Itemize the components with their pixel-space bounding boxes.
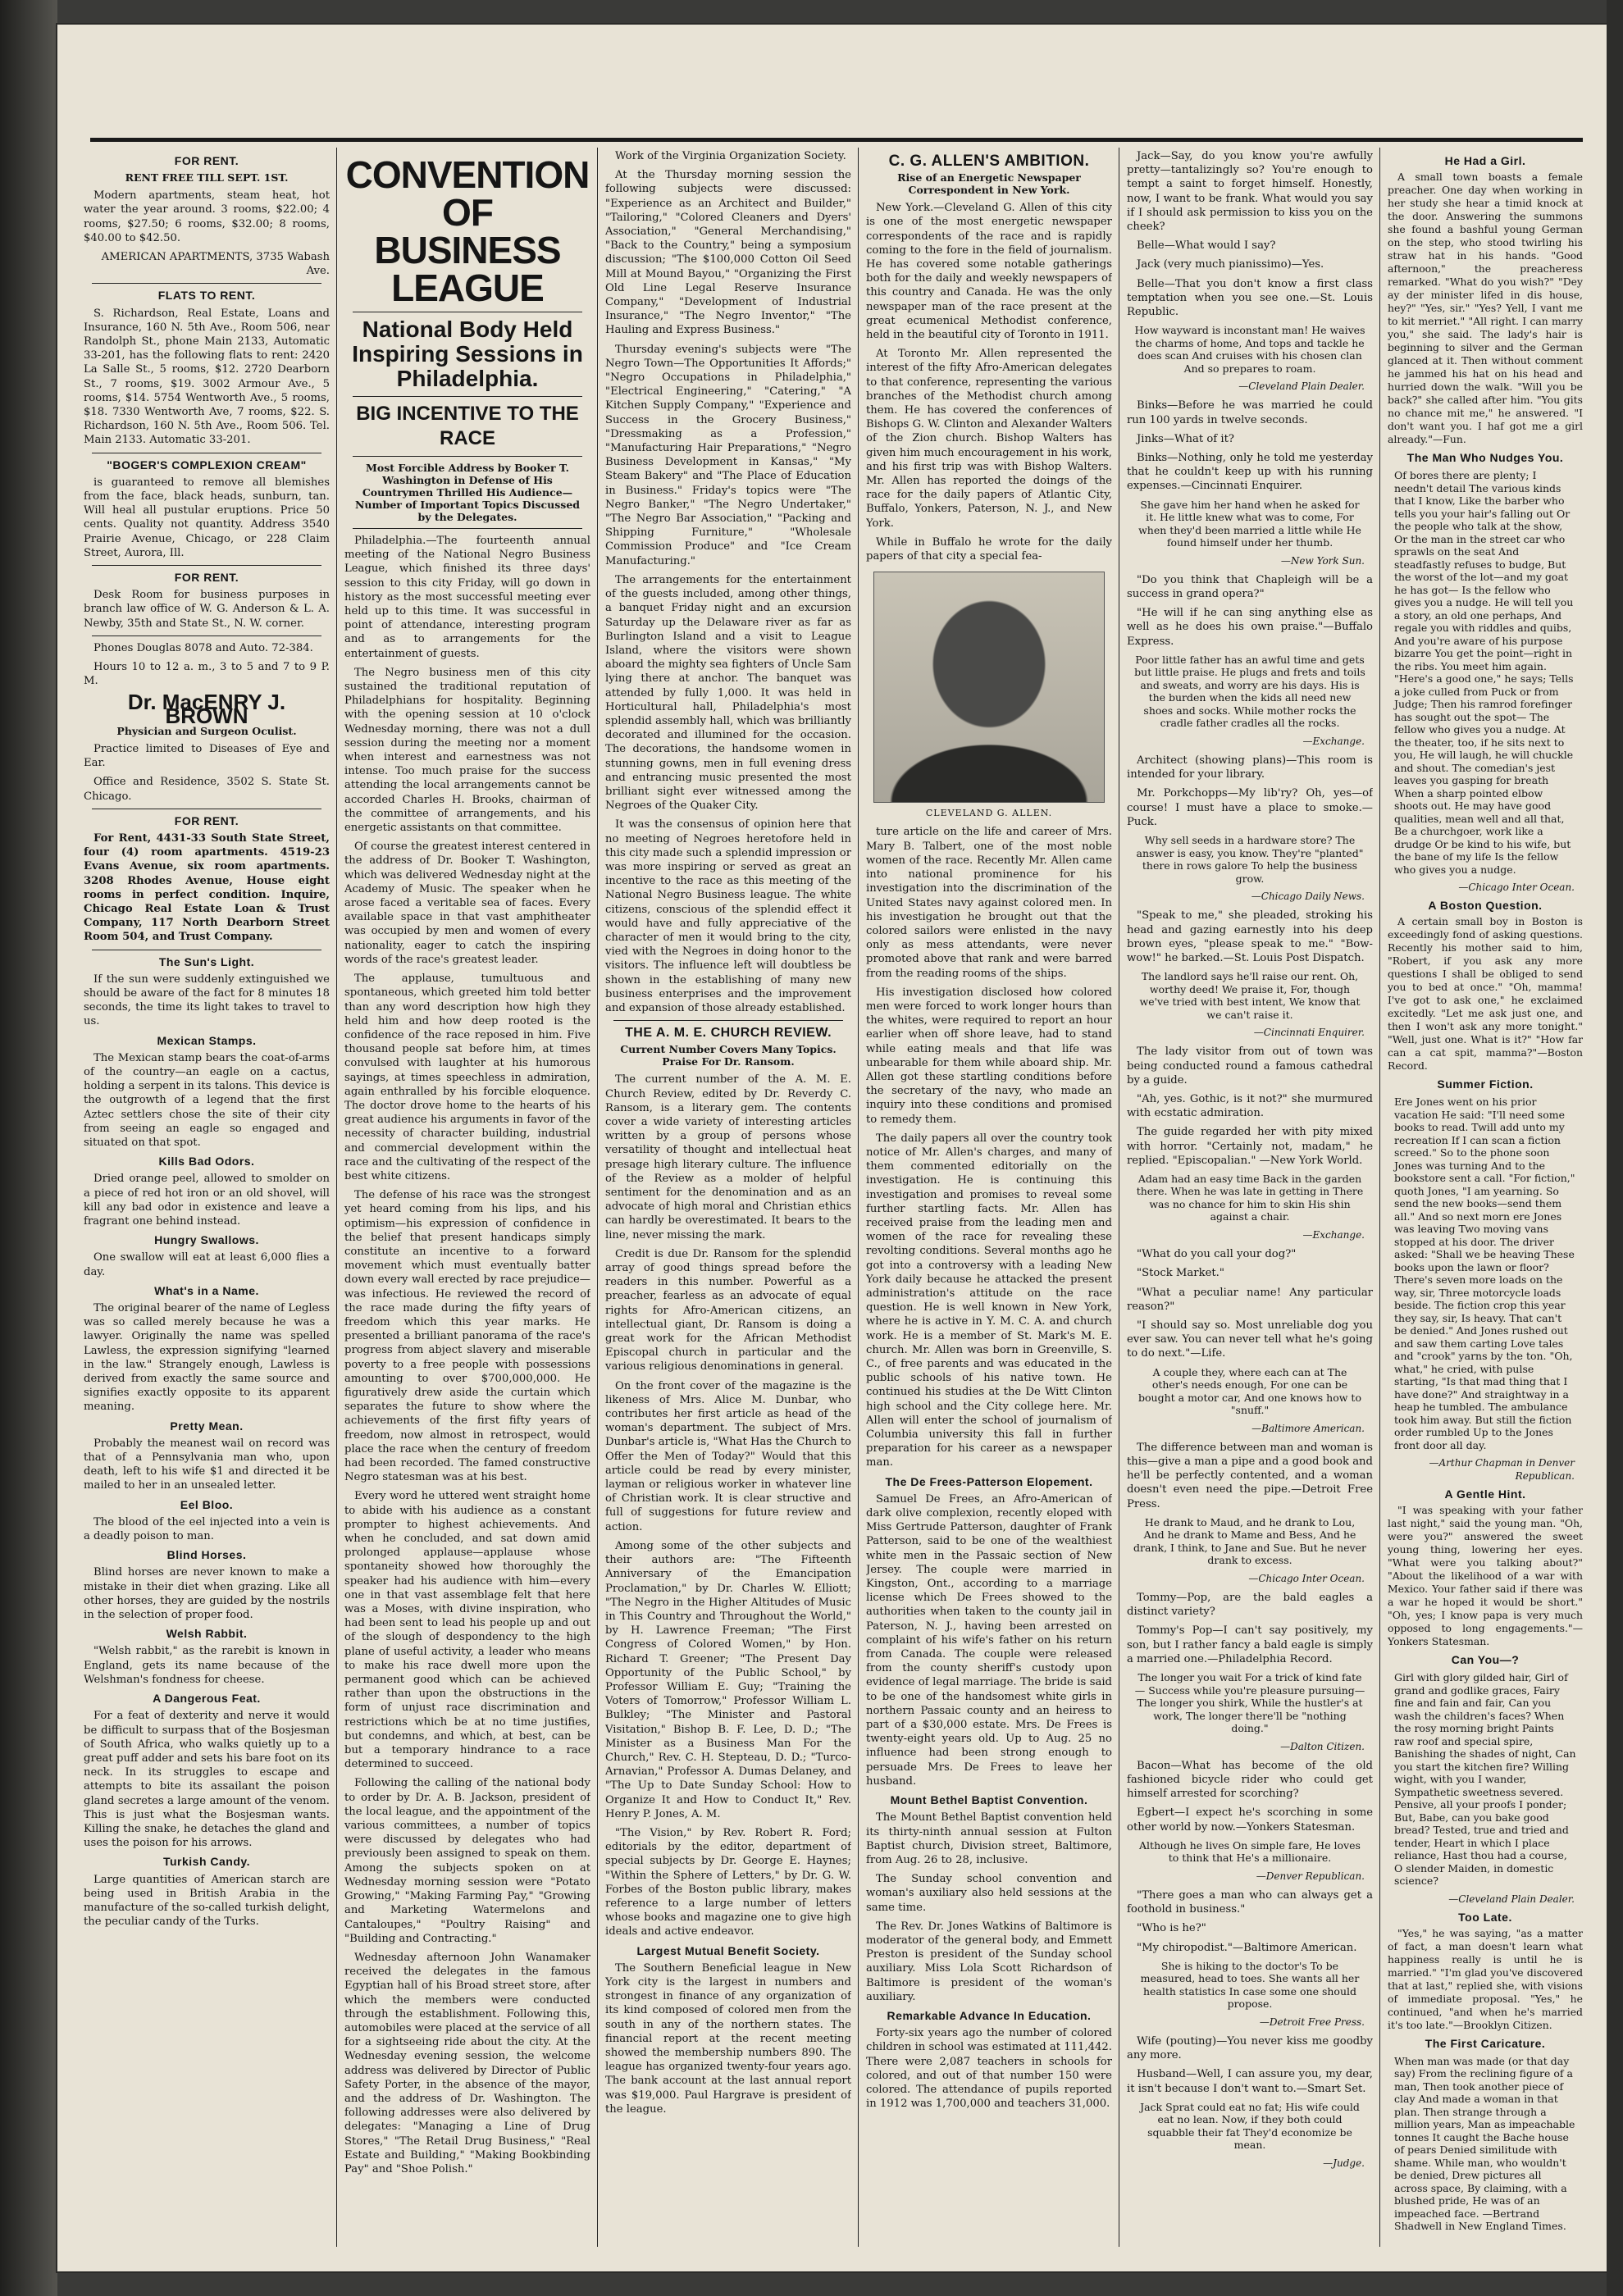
edu-body: Forty-six years ago the number of colored children in school was estimated at 111,442. There were 2,087 teachers in schools for colored, and out of that number 150 were colored. The attendance of pupils reported in 1912 was 1,700,000 and teachers 31,000. bbox=[866, 2027, 1112, 2111]
candy-heading: Turkish Candy. bbox=[162, 1855, 251, 1869]
joke-29: Husband—Well, I can assure you, my dear, it isn't because I don't want to.—Smart Set. bbox=[1127, 2068, 1373, 2095]
sun-body: If the sun were suddenly extinguished we should be aware of the fact for 8 minutes 18 seconds, the time its light takes to travel to us. bbox=[84, 973, 330, 1028]
bethel-p1: The Mount Bethel Baptist convention held its thirty-ninth annual session at Fulton Baptist church, Division street, Baltimore, from Aug. 26 to 28, inclusive. bbox=[866, 1811, 1112, 1866]
column-2 bbox=[344, 149, 590, 2248]
poem-9: The longer you wait For a trick of kind fate— Success while you're pleasure pursuing— The longer you shirk, While the hustler's at work, The longer there'll be "nothing doing." bbox=[1134, 1671, 1365, 1734]
convention-cont-p1: Work of the Virginia Organization Society. bbox=[615, 150, 846, 162]
name-heading: What's in a Name. bbox=[154, 1283, 259, 1297]
joke-26: "Who is he?" bbox=[1137, 1922, 1206, 1935]
joke-23: Bacon—What has become of the old fashioned bicycle rider who could get himself arrested for scorching? bbox=[1127, 1759, 1373, 1801]
poem-2: She gave him her hand when he asked for it. He little knew what was to come, For when they'd been married a little while He found himself under her thumb. bbox=[1138, 498, 1361, 549]
convention-subheadline: National Body Held Inspiring Sessions in Philadelphia. bbox=[352, 317, 583, 391]
eel-body: The blood of the eel injected into a vein is a deadly poison to man. bbox=[84, 1515, 330, 1543]
sun-heading: The Sun's Light. bbox=[158, 954, 255, 968]
convention-third-headline: BIG INCENTIVE TO THE RACE bbox=[356, 403, 579, 449]
convention-p8: Wednesday afternoon John Wanamaker received the delegates in the famous Egyptian hall of his Broad street store, after which the members were conducted through the establishment. Following this, automobiles were placed at the service of all for a sightseeing ride about the city. At the Wednesday evening session, the welcome address was delivered by Director of Public Safety Porter, in the absence of the mayor, and the address of Dr. Washington. The following addresses were also delivered by delegates: "Managing a Line of Drug Stores," "The Retail Drug Business," "Real Estate and Building," "Making Bookbinding Pay" and "Shoe Polish." bbox=[344, 1951, 590, 2175]
late-heading: Too Late. bbox=[1458, 1910, 1512, 1924]
candy-body: Large quantities of American starch are being used in British Arabia in the manufacture of the so-called turkish delight, the peculiar candy of the Turks. bbox=[84, 1873, 330, 1929]
nudge-credit: —Chicago Inter Ocean. bbox=[1458, 882, 1575, 893]
allen-p4: ture article on the life and career of Mrs. Mary B. Talbert, one of the most noble women of the race. Recently Mr. Allen came into national prominence for his investigation into the discrimination of the United States navy against colored men. In his investigation he brought out that the colored sailors were enlisted in the navy only as mess attendants, were never promoted above that rank and were barred from the reading rooms of the ships. bbox=[866, 826, 1112, 980]
fiction-heading: Summer Fiction. bbox=[1437, 1077, 1534, 1091]
feat-heading: A Dangerous Feat. bbox=[153, 1692, 261, 1706]
allen-p5: His investigation disclosed how colored men were forced to work longer hours than the whites, were required to report an hour earlier when off shore leave, had to stand while eating meals and that life was unbearable for them while aboard ship. Mr. Allen got these startling conditions before the secretary of the navy, who made an inquiry into these conditions and promised to remedy them. bbox=[866, 986, 1112, 1126]
allen-heading: C. G. ALLEN'S AMBITION. bbox=[888, 153, 1090, 170]
allen-p1: New York.—Cleveland G. Allen of this city is one of the most energetic newspaper correspondents of the race and is rapidly coming to the fore in the field of journalism. He has covered some notable gatherings both for the daily and weekly newspapers of this country and Canada. He was the only newspaper man of the race present at the great ecumenical Methodist conference, held in the beautiful city of Toronto in 1911. bbox=[866, 202, 1112, 342]
ame-p1: The current number of the A. M. E. Church Review, edited by Dr. Reverdy C. Ransom, is a literary gem. The contents cover a wide variety of interesting articles written by a group of persons whose versatility of thought and intellectual heat presage high literary culture. The influence of the Review as a molder of helpful sentiment for the denomination and as an advocate of high moral and Christian ethics can hardly be overestimated. It bears to the line, never missing the mark. bbox=[605, 1073, 851, 1241]
late-body: "Yes," he was saying, "as a matter of fact, a man doesn't learn what happiness really is until he is married." "I'm glad you've discovered that at last," replied she, with visions of immediate proposal. "Yes," he continued, "and when he's married it's too late."—Brooklyn Citizen. bbox=[1388, 1926, 1583, 2031]
rent3-heading: FOR RENT. bbox=[174, 813, 239, 827]
bethel-p2: The Sunday school convention and woman's auxiliary also held sessions at the same time. bbox=[866, 1873, 1112, 1914]
can-credit: —Cleveland Plain Dealer. bbox=[1448, 1893, 1575, 1905]
joke-2: Belle—What would I say? bbox=[1137, 239, 1276, 253]
ame-heading: THE A. M. E. CHURCH REVIEW. bbox=[624, 1026, 832, 1041]
convention-p5: The defense of his race was the strongest yet heard coming from his lips, and his optimism—his expression of confidence in the belief that present handicaps simply constitute an incentive to a forward movement which must eventually batter down every wall erected by race prejudice—was infectious. He reviewed the record of the race made during the fifty years of freedom which this year marks. He presented a brilliant panorama of the race's progress from abject slavery and miserable poverty to a free people with possessions amounting to over $700,000,000. He figuratively drew aside the curtain which separates the future to show where the achievements of the first fifty years of freedom, now almost in retrospect, would place the race when the century of freedom had been recorded. The famed constructive Negro statesman was at his best. bbox=[344, 1189, 590, 1484]
poem-1-credit: —Cleveland Plain Dealer. bbox=[1238, 380, 1365, 393]
doctor-office: Office and Residence, 3502 S. State St. Chicago. bbox=[84, 776, 330, 803]
joke-18: "What a peculiar name! Any particular reason?" bbox=[1127, 1286, 1373, 1313]
benefit-body: The Southern Beneficial league in New York city is the largest in numbers and strongest in finance of any organization of its kind composed of colored men from the south in any of the northern states. The financial report at the recent meeting showed the membership numbers 890. The league has organized twenty-four years ago. The bank account at the last annual report was $19,000. Paul Hargrave is president of the league. bbox=[605, 1961, 851, 2116]
rent3-body: For Rent, 4431-33 South State Street, four (4) room apartments. 4519-23 Evans Avenue, six room apartments. 3208 Rhodes Avenue, House eight rooms in perfect condition. Inquire, Chicago Real Estate Loan & Trust Company, 117 North Dearborn Street Room 504, and Trust Company. bbox=[84, 831, 330, 944]
joke-27: "My chiropodist."—Baltimore American. bbox=[1137, 1941, 1357, 1954]
column-3 bbox=[605, 149, 851, 2248]
column-6 bbox=[1388, 149, 1583, 2248]
poem-8-credit: —Chicago Inter Ocean. bbox=[1248, 1572, 1365, 1584]
joke-4: Belle—That you don't know a first class temptation when you see one.—St. Louis Republic. bbox=[1127, 277, 1373, 319]
convention-cont-p3: Thursday evening's subjects were "The Negro Town—The Opportunities It Affords;" "Negro Occupations in Philadelphia," "Electrical Engineering," "Catering," "A Kitchen Supply Company," "Experience and Success in the Grocery Business," "Dressmaking as a Profession," "Manufacturing Hair Preparations," "Negro Business Development in Kansas," "My Steam Bakery" and "The Place of Education in Business." Friday's topics were "The Negro Banker," "The Negro Undertaker," "The Negro Bar Association," "Packing and Shipping Furniture," "Wholesale Commission Produce" and "Ice Cream Manufacturing." bbox=[605, 343, 851, 567]
joke-28: Wife (pouting)—You never kiss me goodby any more. bbox=[1127, 2034, 1373, 2062]
poem-6-credit: —Exchange. bbox=[1302, 1228, 1365, 1241]
doctor-hours: Hours 10 to 12 a. m., 3 to 5 and 7 to 9 P. M. bbox=[84, 661, 330, 688]
joke-24: Egbert—I expect he's scorching in some other world by now.—Yonkers Statesman. bbox=[1127, 1806, 1373, 1834]
poem-3: Poor little father has an awful time and gets but little praise. He plugs and frets and toils and sweats, and worry are his days. His is the burden when the kids all need new shoes and socks. While mother rocks the cradle father cradles all the rocks. bbox=[1134, 653, 1365, 730]
cartoon-heading: The First Caricature. bbox=[1425, 2036, 1546, 2050]
convention-p1: Philadelphia.—The fourteenth annual meeting of the National Negro Business League, which finished its three days' session to this city Friday, will go down in history as the most successful meeting ever held up to this time. It was successful in point of attendance, interesting program and as to arrangements for the entertainment of guests. bbox=[344, 535, 590, 660]
name-body: The original bearer of the name of Legless was so called merely because he was a lawyer. Originally the name was spelled Lawless, the expression signifying "learned in the law." Strangely enough, Lawless is derived from exactly the same source and signifies exactly opposite to its apparent meaning. bbox=[84, 1302, 330, 1414]
joke-20: The difference between man and woman is this—give a man a pipe and a good book and he'll be perfectly contented, and a woman doesn't even need the pipe.—Detroit Free Press. bbox=[1127, 1441, 1373, 1510]
joke-6: Jinks—What of it? bbox=[1137, 432, 1234, 445]
poem-2-credit: —New York Sun. bbox=[1280, 554, 1365, 567]
column-1 bbox=[84, 149, 330, 2248]
can-heading: Can You—? bbox=[1451, 1653, 1520, 1666]
feat-body: For a feat of dexterity and nerve it would be difficult to surpass that of the Bosjesman of South Africa, who walks quietly up to a great puff adder and sets his bare foot on its neck. In its struggles to escape and attempts to bite its assailant the poison gland secretes a large amount of the venom. This is just what the Bosjesman wants. Killing the snake, he detaches the gland and uses the poison for his arrows. bbox=[84, 1710, 330, 1850]
benefit-heading: Largest Mutual Benefit Society. bbox=[636, 1943, 820, 1957]
page-right-edge bbox=[1607, 0, 1623, 2296]
cream-heading: "BOGER'S COMPLEXION CREAM" bbox=[107, 458, 307, 472]
convention-deck: Most Forcible Address by Booker T. Washington in Defense of His Countrymen Thrilled His Audience—Number of Important Topics Discussed by the Delegates. bbox=[354, 462, 581, 523]
joke-17: "Stock Market." bbox=[1137, 1267, 1224, 1280]
joke-16: "What do you call your dog?" bbox=[1137, 1248, 1297, 1261]
joke-12: "Speak to me," she pleaded, stroking his head and gazing earnestly into his deep brown eyes, "please speak to me." "Bow-wow!" he barked.—St. Louis Post Dispatch. bbox=[1127, 909, 1373, 964]
joke-13: The lady visitor from out of town was being conducted round a famous cathedral by a guide. bbox=[1127, 1046, 1373, 1086]
joke-25: "There goes a man who can always get a foothold in business." bbox=[1127, 1888, 1373, 1916]
poem-4: Why sell seeds in a hardware store? The answer is easy, you know. They're "planted" there in rows galore To help the business grow. bbox=[1136, 834, 1364, 885]
joke-11: Mr. Porkchopps—My lib'ry? Oh, yes—of course! I must have a place to smoke.—Puck. bbox=[1127, 787, 1373, 828]
joke-3: Jack (very much pianissimo)—Yes. bbox=[1137, 258, 1324, 271]
boston-heading: A Boston Question. bbox=[1428, 899, 1543, 912]
flats-heading: FLATS TO RENT. bbox=[157, 289, 256, 303]
flats-body: S. Richardson, Real Estate, Loans and Insurance, 160 N. 5th Ave., Room 506, near Randolph St., phone Main 2133, Automatic 33-201, has the following flats to rent: 2420 La Salle St., 5 rooms, $12. 2720 Dearborn St., 7 rooms, $19. 3002 Armour Ave., 5 rooms, $14. 5754 Wentworth Ave., 5 rooms, $18. 7330 Wentworth Ave, 7 rooms, $22. S. Richardson, 160 N. 5th Ave., Room 506. Tel. Main 2133. Automatic 33-201. bbox=[84, 307, 330, 447]
eel-heading: Eel Bloo. bbox=[180, 1497, 234, 1511]
stamps-body: The Mexican stamp bears the coat-of-arms of the country—an eagle on a cactus, holding a serpent in its talons. This device is the outgrowth of a legend that the first Aztec settlers chose the site of their city from seeing an eagle so engaged and situated on that spot. bbox=[84, 1051, 330, 1149]
poem-11-credit: —Detroit Free Press. bbox=[1259, 2016, 1365, 2028]
convention-headline: CONVENTION OF BUSINESS LEAGUE bbox=[345, 153, 590, 309]
hint-body: "I was speaking with your father last night," said the young man. "Oh, were you?" answered the sweet young thing, lowering her eyes. "What were you talking about?" "About the likelihood of a war with Mexico. Your father said if there was a war he hoped it would be short." "Oh, yes; I know papa is very much opposed to long engagements."—Yonkers Statesman. bbox=[1388, 1504, 1583, 1647]
joke-22: Tommy's Pop—I can't say positively, my son, but I rather fancy a bald eagle is simply a married one.—Philadelphia Record. bbox=[1127, 1624, 1373, 1665]
convention-cont-p4: The arrangements for the entertainment of the guests included, among other things, a banquet Friday night and an excursion Saturday up the Delaware river as far as Burlington Island and a visit to League Island, where the visitors were shown aboard the mighty sea fighters of Uncle Sam lying there at anchor. The banquet was attended by fully 1,000. It was held in Horticultural hall, Philadelphia's most splendid assembly hall, which was brilliantly decorated and illumined for the occasion. The decorations, the handsome women in stunning gowns, men in full evening dress and entrancing music presented the most brilliant sight ever witnessed among the Negroes of the Quaker City. bbox=[605, 573, 851, 813]
girl-heading: He Had a Girl. bbox=[1444, 154, 1526, 167]
doctor-name: Dr. MacENRY J. BROWN bbox=[127, 689, 286, 728]
rent2-heading: FOR RENT. bbox=[174, 571, 239, 585]
ame-p3: On the front cover of the magazine is the likeness of Mrs. Alice M. Dunbar, who contributes her first article as head of the woman's department. The subject of Mrs. Dunbar's article is, "What Has the Church to Offer the Men of Today?" Would that this article could be read by every minister, layman or religious worker in whatever line of Christian work. It is clear structive and full of suggestions for future review and action. bbox=[605, 1379, 851, 1533]
poem-12-credit: —Judge. bbox=[1323, 2157, 1365, 2169]
poem-1: How wayward is inconstant man! He waives the charms of home, And tops and tackle he does scan And cruises with his chosen clan And so prepares to roam. bbox=[1134, 324, 1365, 375]
allen-p3: While in Buffalo he wrote for the daily papers of that city a special fea- bbox=[866, 535, 1112, 563]
convention-p7: Following the calling of the national body to order by Dr. A. B. Jackson, president of the local league, and the appointment of the various committees, a number of topics were discussed by delegates who had previously been assigned to speak on them. Among the subjects spoken on at Wednesday morning session were "Potato Growing," "Making Farming Pay," "Growing and Marketing Watermelons and Cantaloupes," "Poultry Raising" and "Building and Contracting." bbox=[344, 1777, 590, 1945]
horses-heading: Blind Horses. bbox=[166, 1548, 247, 1562]
ame-subheading: Current Number Covers Many Topics. Praise For Dr. Ransom. bbox=[620, 1043, 837, 1068]
rent1-heading: FOR RENT. bbox=[174, 154, 239, 167]
rent1-signature: AMERICAN APARTMENTS, 3735 Wabash Ave. bbox=[101, 251, 330, 278]
column-5 bbox=[1127, 149, 1373, 2248]
poem-6: Adam had an easy time Back in the garden there. When he was late in getting in There was no chance for him to skin His shin against a chair. bbox=[1136, 1172, 1364, 1223]
rabbit-heading: Welsh Rabbit. bbox=[166, 1627, 248, 1641]
doctor-phones: Phones Douglas 8078 and Auto. 72-384. bbox=[93, 641, 313, 654]
cream-body: is guaranteed to remove all blemishes from the face, black heads, sunburn, tan. Will heal all pustular eruptions. Price 50 cents. Quality not quantity. Address 3540 Prairie Avenue, Chicago, or 228 Claim Street, Aurora, Ill. bbox=[84, 476, 330, 559]
allen-p2: At Toronto Mr. Allen represented the interest of the fifty Afro-American delegates to that conference, representing the various branches of the Methodist church among them. He has covered the conferences of Bishops G. W. Clinton and Alexander Walters of the Zion church. Bishop Walters has given him much encouragement in his work, and his first trip was with Bishop Walters. Mr. Allen has reported the doings of the race for the daily papers of Atlantic City, Buffalo, Yonkers, Paterson, N. J., and New York. bbox=[866, 348, 1112, 530]
can-poem: Girl with glory gilded hair, Girl of grand and godlike graces, Fairy fine and fain and fair, Can you wash the children's faces? When the rosy morning bright Paints raw roof and special spire, Banishing the shades of night, Can you start the kitchen fire? Willing wight, with you I wander, Sympathetic sweetness severed. Pensive, all your proofs I ponder; But, Babe, can you bake good bread? Tested, true and tried and tender, Heart in which I place reliance, Hast thou had a course, O slender Maiden, in domestic science? bbox=[1394, 1671, 1576, 1887]
fiction-poem: Ere Jones went on his prior vacation He said: "I'll need some books to read. Twill add unto my recreation If I can scan a fiction screed." So to the phone soon Jones was turning And to the bookstore sent a call. "For fiction," quoth Jones, "I am yearning. So send the new books—send them all." And so next morn ere Jones was leaving Two moving vans stopped at his door. The driver asked: "Shall we be heaving These books upon the lawn or floor? There's seven more loads on the way, sir, Three motorcycle loads beside. The fiction crop this year they say, sir, Is heavy. That can't be denied." And Jones rushed out and saw them carting Love tales and "crook" yarns by the ton. "Oh, what," he cried, with pulse starting, "Is that mad thing that I have done?" And straightway in a heap he tumbled. The ambulance took him away. But still the fiction order rumbled Up to the Jones front door all day. bbox=[1394, 1096, 1575, 1451]
poem-11: She is hiking to the doctor's To be measured, head to toes. She wants all her health statistics In case some one should propose. bbox=[1140, 1959, 1360, 2011]
joke-1: Jack—Say, do you know you're awfully pretty—tantalizingly so? You're enough to tempt a saint to forget himself. Honestly, now, I want to be frank. What would you say if I should ask permission to kiss you on the cheek? bbox=[1127, 150, 1373, 234]
elope-heading: The De Frees-Patterson Elopement. bbox=[885, 1474, 1093, 1488]
nudge-poem: Of bores there are plenty; I needn't detail The various kinds that I know, Like the barber who tells you your hair's falling out Or the people who talk at the show, Or the man in the street car who sprawls on the seat And steadfastly refuses to budge, But the worst of the lot—and my goat he has got— Is the fellow who gives you a nudge. He will tell you a story, an old one perhaps, And regale you with riddles and quibs, And you're aware of his purpose bizarre You get the point—right in the ribs. You meet him again. "Here's a good one," he says; Tells a joke culled from Puck or from Judge; Then his ramrod forefinger has sought out the spot— The fellow who gives you a nudge. At the theater, too, if he sits next to you, He will laugh, he will chuckle and shout. The comedian's jest leaves you gasping for breath When a sharp pointed elbow shoots out. He may have good qualities, mean well and all that, Be a churchgoer, work like a drudge Or be kind to his wife, but the bane of my life Is the fellow who gives you a nudge. bbox=[1394, 469, 1574, 876]
convention-p4: The applause, tumultuous and spontaneous, which greeted him told better than any word description how high they held him and how deep rooted is the confidence of the race reposed in him. Five thousand people sat before him, at times convulsed with laughter at his humorous sayings, at times speechless in admiration, again enthralled by his forcible eloquence. The doctor drove home to the hearts of his great audience his arguments in favor of the necessity of character building, industrial and commercial development within the race and the cultivating of the respect of the best white citizens. bbox=[344, 973, 590, 1182]
poem-7: A couple they, where each can at The other's needs enough, For one can be bought a motor car, And one knows how to "snuff." bbox=[1138, 1365, 1361, 1417]
cartoon-poem: When man was made (or that day say) From the reclining figure of a man, Then took another piece of clay And made a woman in that plan. Then strange through a million years, Man as impeachable tonnes It caught the Bache house of pears Denied similitude with shame. While man, who wouldn't be denied, Drew pictures all across space, By claiming, with a blushed pride, He was of an impeached face. —Bertrand Shadwell in New England Times. bbox=[1394, 2054, 1575, 2232]
boston-body: A certain small boy in Boston is exceedingly fond of asking questions. Recently his mother said to him, "Robert, if you ask any more questions I shall be obliged to send you to bed at once." "Oh, mamma! I've got to ask one," he exclaimed excitedly. "Let me ask just one, and then I won't ask any more tonight." "Well, just one. What is it?" "How far can a cat spit, mamma?"—Boston Record. bbox=[1388, 915, 1583, 1072]
horses-body: Blind horses are never known to make a mistake in their diet when grazing. Like all other horses, they are guided by the nostrils in the selection of proper food. bbox=[84, 1566, 330, 1622]
poem-10-credit: —Denver Republican. bbox=[1256, 1870, 1365, 1882]
rent1-body: Modern apartments, steam heat, hot water the year around. 3 rooms, $22.00; 4 rooms, $27.50; 6 rooms, $32.00; 8 rooms, $40.00 to $42.50. bbox=[84, 189, 330, 244]
joke-9: "He will if he can sing anything else as well as he does his own praise."—Buffalo Express. bbox=[1127, 607, 1373, 648]
mean-body: Probably the meanest wail on record was that of a Pennsylvania man who, upon death, left to his wife $1 and directed it be mailed to her in an unsealed letter. bbox=[84, 1437, 330, 1492]
ame-p2: Credit is due Dr. Ransom for the splendid array of good things spread before the readers in this number. Powerful as a preacher, fearless as an advocate of equal rights for Afro-American citizens, an intellectual giant, Dr. Ransom is doing a great work for the African Methodist Episcopal church in particular and the various religious denominations in general. bbox=[605, 1247, 851, 1374]
poem-5-credit: —Cincinnati Enquirer. bbox=[1253, 1027, 1365, 1039]
bethel-p3: The Rev. Dr. Jones Watkins of Baltimore is moderator of the general body, and Emmett Preston is president of the Sunday school auxiliary. Miss Lola Scott Richardson of Baltimore is president of the woman's auxiliary. bbox=[866, 1920, 1112, 2003]
girl-body: A small town boasts a female preacher. One day when working in her study she hear a timid knock at the door. Answering the summons she found a bashful young German on the step, who stood twirling his straw hat in his hands. "Good afternoon," the preacheress remarked. "What do you wish?" "Dey ay der minister lifed in dis house, hey?" "Yes, sir." "Yes? Yell, I vant me to kit merriet." "All right. I can marry you," she said. The lady's hair is beginning to silver and the German glanced at it. Then without comment he jammed his hat on his head and hurried down the walk. "Will you be back?" she called after him. "You gits no chance mit me," he answered. "I don't want you. I haf got me a girl already."—Fun. bbox=[1388, 171, 1583, 445]
doctor-body: Practice limited to Diseases of Eye and Ear. bbox=[84, 742, 330, 770]
joke-7: Binks—Nothing, only he told me yesterday that he couldn't keep up with his running expenses.—Cincinnati Enquirer. bbox=[1127, 452, 1373, 493]
poem-3-credit: —Exchange. bbox=[1302, 735, 1365, 747]
edu-heading: Remarkable Advance In Education. bbox=[887, 2008, 1092, 2022]
top-rule bbox=[90, 138, 1583, 142]
joke-5: Binks—Before he was married he could run 100 yards in twelve seconds. bbox=[1127, 399, 1373, 426]
convention-p3: Of course the greatest interest centered in the address of Dr. Booker T. Washington, which was delivered Wednesday night at the Academy of Music. The speaker when he arose faced a veritable sea of faces. Every available space in that vast amphitheater was occupied by men and women of every nationality, eager to catch the inspiring words of the race's greatest leader. bbox=[344, 840, 590, 966]
hint-heading: A Gentle Hint. bbox=[1444, 1487, 1526, 1501]
elope-body: Samuel De Frees, an Afro-American of dark olive complexion, recently eloped with Miss Gertrude Patterson, daughter of Frank Patterson, said to be one of the wealthiest white men in the Passaic section of New Jersey. The couple were married in Kingston, Ont., according to a marriage license which De Frees showed to the authorities when taken to the county jail in Paterson, N. J., having been arrested on complaint of his wife's father on his return from Canada. The couple were released from the county sheriff's custody upon evidence of legal marriage. The bride is said to be one of the handsomest white girls in northern Passaic county and an heiress to part of a $30,000 estate. Mrs. De Frees is twenty-eight years old. Up to Aug. 25 no influence had been strong enough to persuade Mrs. De Frees to leave her husband. bbox=[866, 1492, 1112, 1788]
poem-12: Jack Sprat could eat no fat; His wife could eat no lean. Now, if they both could squabble their fat They'd economize be mean. bbox=[1140, 2100, 1360, 2152]
swallows-body: One swallow will eat at least 6,000 flies a day. bbox=[84, 1251, 330, 1278]
doctor-title: Physician and Surgeon Oculist. bbox=[116, 724, 297, 737]
convention-p2: The Negro business men of this city sustained the traditional reputation of Philadelphians for hospitality. Beginning with the opening session at 10 o'clock Wednesday morning, there was not a dull session during the meeting nor a moment when interest and earnestness was not intense. Too much praise for the success attending the local arrangements cannot be accorded Charles H. Brooks, chairman of the committee of arrangements, and his energetic assistants on that committee. bbox=[344, 666, 590, 835]
nudge-heading: The Man Who Nudges You. bbox=[1406, 451, 1564, 464]
portrait-caption: CLEVELAND G. ALLEN. bbox=[925, 808, 1053, 819]
ame-p4: Among some of the other subjects and their authors are: "The Fifteenth Anniversary of the Emancipation Proclamation," by Dr. Charles W. Elliott; "The Negro in the Higher Altitudes of Music in This Country and Throughout the World," by H. Lawrence Freeman; "The First Congress of Colored Women," by Hon. Richard T. Greener; "The Present Day Opportunity of the Public School," by Professor William E. Guy; "Training the Voters of Tomorrow," Professor William L. Bulkley; "The Minister and Pastoral Visitation," Bishop B. F. Lee, D. D.; "The Minister as a Business Man For the Church," Rev. C. H. Stepteau, D. D.; "Turco-Arnavian," Professor A. Dumas Delaney, and "The Up to Date Sunday School: How to Organize It and How to Conduct It," Rev. Henry P. Jones, A. M. bbox=[605, 1539, 851, 1820]
odors-heading: Kills Bad Odors. bbox=[158, 1155, 255, 1168]
poem-4-credit: —Chicago Daily News. bbox=[1251, 891, 1365, 903]
column-4 bbox=[866, 149, 1112, 2248]
poem-8: He drank to Maud, and he drank to Lou, And he drank to Mame and Bess, And he drank, I think, to Jane and Sue. But he never drank to excess. bbox=[1133, 1515, 1366, 1567]
stamps-heading: Mexican Stamps. bbox=[157, 1033, 257, 1047]
joke-10: Architect (showing plans)—This room is intended for your library. bbox=[1127, 754, 1373, 781]
convention-cont-p5: It was the consensus of opinion here that no meeting of Negroes heretofore held in this city made such a splendid impression or was more inspiring or served as great an incentive to the race as this meeting of the National Negro Business league. The white citizens, conscious of the splendid effect it would have and fully appreciative of the character of men it would bring to the city, vied with the Negroes in doing honor to the visitors. The influence left will doubtless be shown in the establishing of many new business enterprises and the improvement and expansion of those already established. bbox=[605, 818, 851, 1014]
joke-19: "I should say so. Most unreliable dog you ever saw. You can never tell what he's going to do next."—Life. bbox=[1127, 1319, 1373, 1360]
joke-14: "Ah, yes. Gothic, is it not?" she murmured with ecstatic admiration. bbox=[1127, 1092, 1373, 1120]
allen-subheading: Rise of an Energetic Newspaper Correspondent in New York. bbox=[897, 171, 1081, 197]
joke-8: "Do you think that Chapleigh will be a success in grand opera?" bbox=[1127, 573, 1373, 601]
ame-p5: "The Vision," by Rev. Robert R. Ford; editorials by the editor, department of special subjects by Dr. George E. Haynes; "Within the Sphere of Letters," by Dr. G. W. Forbes of the Boston public library, makes reference to a large number of letters whose books and magazine one to give high ideals and active endeavor. bbox=[605, 1826, 851, 1938]
rent1-subheading: RENT FREE TILL SEPT. 1ST. bbox=[125, 171, 289, 184]
allen-p6: The daily papers all over the country took notice of Mr. Allen's charges, and many of them commented editorially on the investigation. He is continuing this investigation and promises to reveal some further startling facts. Mr. Allen has received praise from the leading men and women of the race for revealing these revolting conditions. Several months ago he got into a controversy with a leading New York daily because he attacked the present administration's attitude on the race question. He is well known in New York, where he is active in Y. M. C. A. and church work. He is a member of St. Mark's M. E. church. Mr. Allen was born in Greenville, S. C., of free parents and was educated in the public schools of his native town. He continued his studies at the De Witt Clinton high school and the City college here. Mr. Allen will enter the school of journalism of Columbia university this fall in further preparation for his career as a newspaper man. bbox=[866, 1132, 1112, 1469]
poem-7-credit: —Baltimore American. bbox=[1251, 1422, 1365, 1434]
odors-body: Dried orange peel, allowed to smolder on a piece of red hot iron or an old shovel, will kill any bad odor in existence and leave a fragrant one behind instead. bbox=[84, 1173, 330, 1228]
book-spine bbox=[0, 0, 57, 2296]
mean-heading: Pretty Mean. bbox=[170, 1419, 244, 1433]
convention-p6: Every word he uttered went straight home to abide with his audience as a constant prompter to highest achievements. And when he concluded, and sat down amid prolonged applause—applause whose spontaneity showed how thoroughly the speaker had his audience with him—every one in that vast assemblage felt that here was a Moses, with divine inspiration, who had been sent to lead his people up and out of the slough of despondency to the high plane of useful activity, a leader who means to make his race dwell more upon the permanent good which can be achieved rather than upon the obstructions in the form of unjust race discrimination and restrictions which be at no time justifies, but condemns, and which, at best, can be but a temporary hindrance to a race determined to succeed. bbox=[344, 1490, 590, 1771]
fiction-credit: —Arthur Chapman in Denver Republican. bbox=[1429, 1457, 1575, 1482]
joke-15: The guide regarded her with pity mixed with horror. "Certainly not, madam," he replied. "Episcopalian." —New York World. bbox=[1127, 1126, 1373, 1167]
swallows-heading: Hungry Swallows. bbox=[154, 1233, 259, 1247]
rabbit-body: "Welsh rabbit," as the rarebit is known in England, gets its name because of the Welshman's fondness for cheese. bbox=[84, 1645, 330, 1686]
poem-10: Although he lives On simple fare, He loves to think that He's a millionaire. bbox=[1139, 1838, 1361, 1865]
convention-cont-p2: At the Thursday morning session the following subjects were discussed: "Experience as an Architect and Builder," "Tailoring," "Colored Cleaners and Dyers' Association," "General Merchandising," "Back to the Country," being a symposium discussion; "The $100,000 Cotton Oil Seed Mill at Mound Bayou," "Organizing the First Old Line Legal Reserve Insurance Company," "Development of Industrial Insurance," "The Negro Inventor," "The Hauling and Express Business." bbox=[605, 169, 851, 337]
poem-5: The landlord says he'll raise our rent. Oh, worthy deed! We praise it, For, though we've tried with best intent, We know that we can't raise it. bbox=[1139, 970, 1361, 1021]
joke-21: Tommy—Pop, are the bald eagles a distinct variety? bbox=[1127, 1591, 1373, 1619]
newspaper-page bbox=[57, 25, 1607, 2271]
rent2-body: Desk Room for business purposes in branch law office of W. G. Anderson & L. A. Newby, 35th and State St., N. W. corner. bbox=[84, 589, 330, 630]
poem-9-credit: —Dalton Citizen. bbox=[1280, 1740, 1365, 1752]
bethel-heading: Mount Bethel Baptist Convention. bbox=[890, 1793, 1088, 1807]
portrait-photo bbox=[873, 572, 1105, 803]
